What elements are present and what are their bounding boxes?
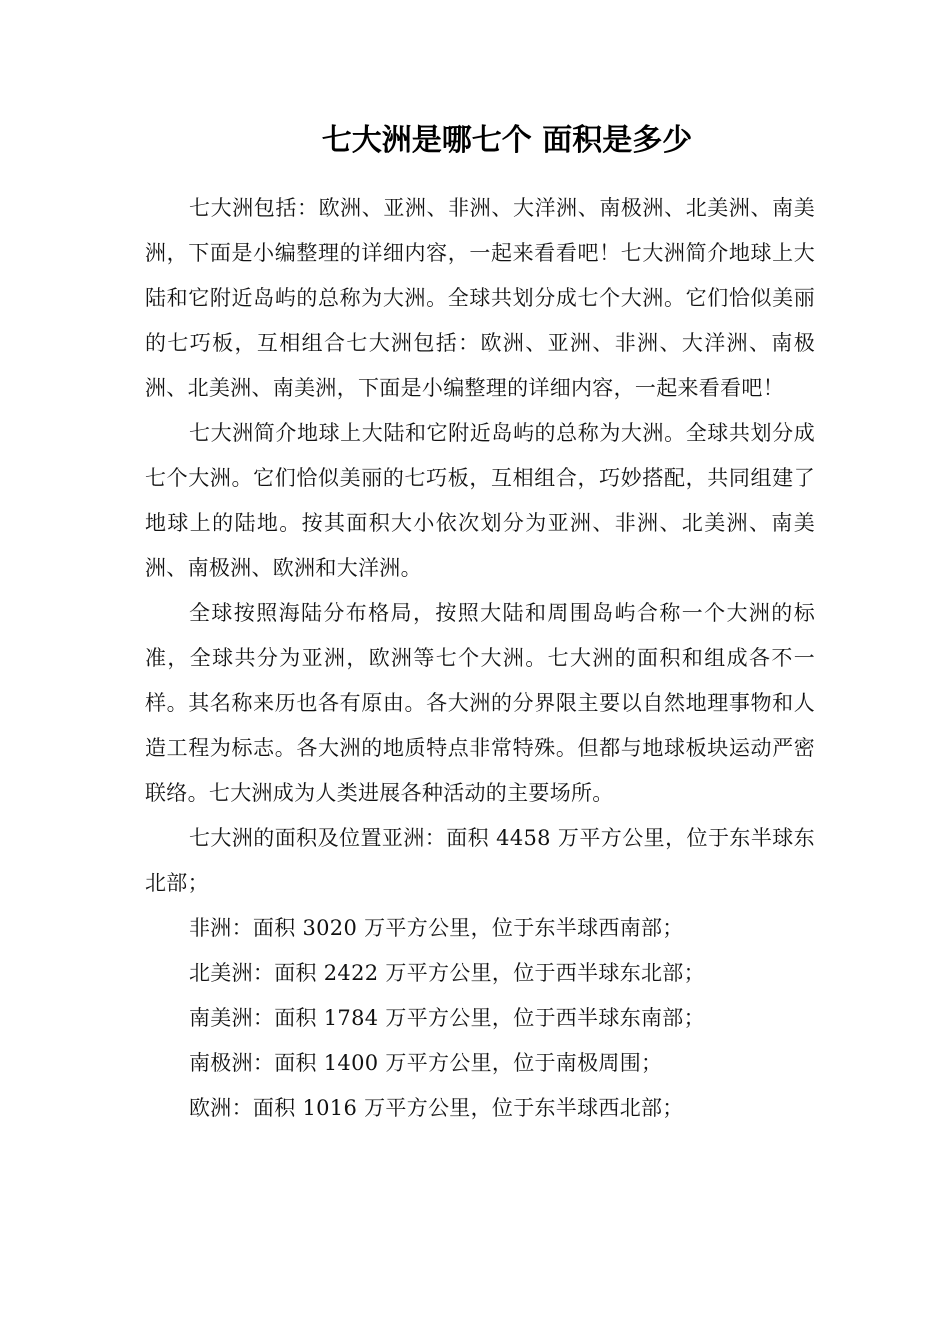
paragraph-north-america: 北美洲：面积 2422 万平方公里，位于西半球东北部；: [189, 961, 705, 985]
paragraph-antarctica: 南极洲：面积 1400 万平方公里，位于南极周围；: [189, 1051, 663, 1075]
document-body: [145, 186, 815, 1131]
paragraph-europe: 欧洲：面积 1016 万平方公里，位于东半球西北部；: [189, 1096, 684, 1120]
paragraph-division: 全球按照海陆分布格局，按照大陆和周围岛屿合称一个大洲的标准，全球共分为亚洲，欧洲等七个大洲。七大洲的面积和组成各不一样。其名称来历也各有原由。各大洲的分界限主要以自然地理事物和人造工程为标志。各大洲的地质特点非常特殊。但都与地球板块运动严密联络。七大洲成为人类进展各种活动的主要场所。: [145, 601, 815, 805]
paragraph-asia: 七大洲的面积及位置亚洲：面积 4458 万平方公里，位于东半球东北部；: [145, 826, 815, 895]
paragraph-africa: 非洲：面积 3020 万平方公里，位于东半球西南部；: [189, 916, 684, 940]
paragraph-south-america: 南美洲：面积 1784 万平方公里，位于西半球东南部；: [189, 1006, 705, 1030]
document-title: 七大洲是哪七个 面积是多少: [321, 123, 693, 158]
paragraph-overview: 七大洲简介地球上大陆和它附近岛屿的总称为大洲。全球共划分成七个大洲。它们恰似美丽的七巧板，互相组合，巧妙搭配，共同组建了地球上的陆地。按其面积大小依次划分为亚洲、非洲、北美洲、南美洲、南极洲、欧洲和大洋洲。: [145, 421, 815, 580]
paragraph-intro: 七大洲包括：欧洲、亚洲、非洲、大洋洲、南极洲、北美洲、南美洲，下面是小编整理的详细内容，一起来看看吧！七大洲简介地球上大陆和它附近岛屿的总称为大洲。全球共划分成七个大洲。它们恰似美丽的七巧板，互相组合七大洲包括：欧洲、亚洲、非洲、大洋洲、南极洲、北美洲、南美洲，下面是小编整理的详细内容，一起来看看吧！: [145, 196, 815, 400]
